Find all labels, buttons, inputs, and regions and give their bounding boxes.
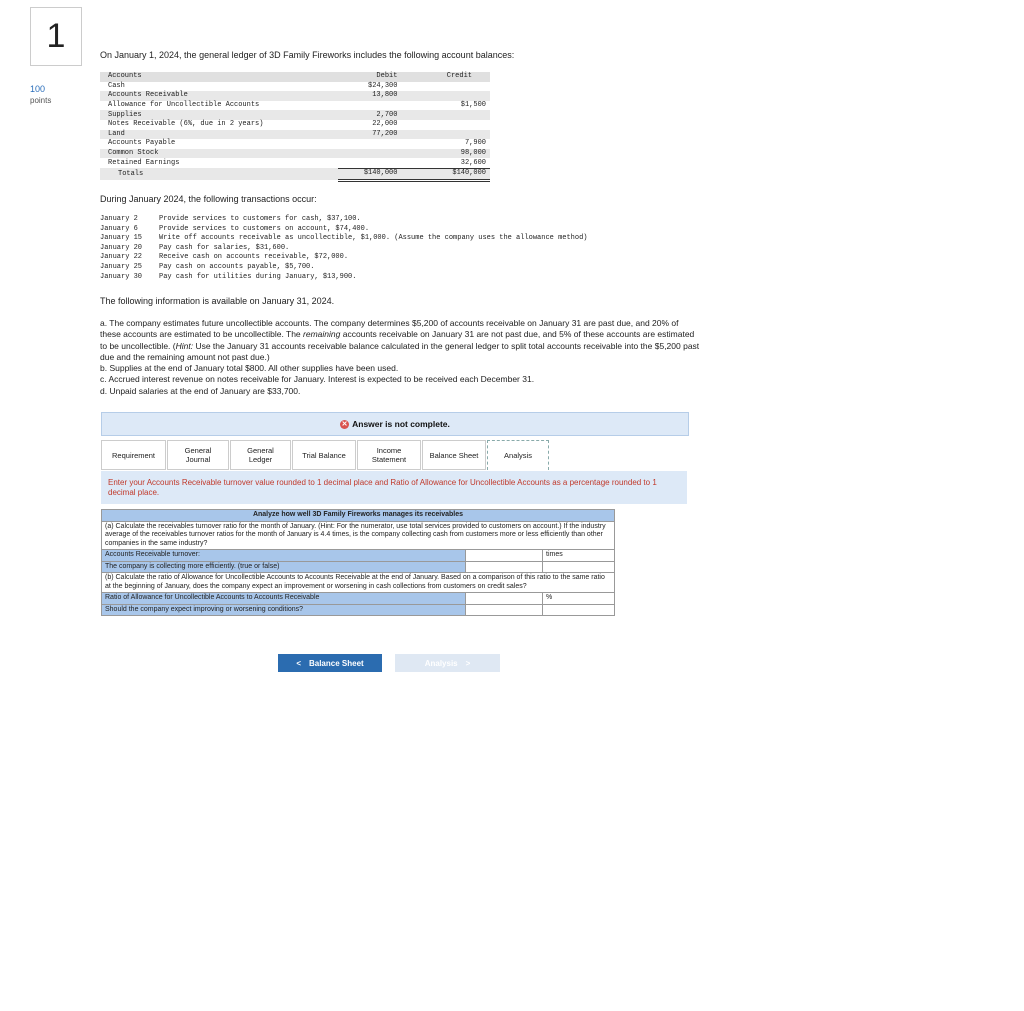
analysis-part-b: (b) Calculate the ratio of Allowance for Uncollectible Accounts to Accounts Receivable at the end of January. Based on a comparison of this ratio to the same ratio at the beginning of January, does the company expect an improvement or worsening in cash collections from customers on credit sales? — [102, 573, 615, 593]
ledger-header-account: Accounts — [100, 72, 338, 82]
allowance-ratio-input[interactable] — [466, 593, 543, 605]
ledger-row: Accounts Payable 7,900 — [108, 139, 486, 148]
points-label: points — [30, 96, 52, 105]
chevron-right-icon: > — [465, 658, 471, 668]
transaction-item: January 30 Pay cash for utilities during January, $13,900. — [100, 272, 357, 281]
analysis-table — [101, 509, 615, 616]
ledger-totals-label: Totals — [118, 169, 144, 178]
prev-button[interactable]: < Balance Sheet — [278, 654, 382, 672]
analysis-title: Analyze how well 3D Family Fireworks manages its receivables — [102, 510, 615, 522]
tab-bar — [101, 440, 550, 470]
allowance-ratio-label: Ratio of Allowance for Uncollectible Accounts to Accounts Receivable — [102, 593, 466, 605]
efficiency-label: The company is collecting more efficiently. (true or false) — [102, 561, 466, 573]
ledger-table — [100, 72, 490, 182]
ledger-row: Allowance for Uncollectible Accounts $1,500 — [108, 101, 486, 110]
transaction-item: January 22 Receive cash on accounts receivable, $72,000. — [100, 253, 349, 262]
chevron-left-icon: < — [296, 658, 301, 668]
transaction-item: January 20 Pay cash for salaries, $31,600. — [100, 243, 290, 252]
info-heading: The following information is available on January 31, 2024. — [100, 296, 335, 306]
answer-status-text: Answer is not complete. — [352, 419, 450, 429]
expect-conditions-label: Should the company expect improving or worsening conditions? — [102, 604, 466, 616]
transactions-list — [100, 215, 587, 282]
ledger-header-credit: Credit — [401, 72, 490, 82]
analysis-part-a: (a) Calculate the receivables turnover ratio for the month of January. (Hint: For the numerator, use total services provided to customers on account.) If the industry average of the receivables turnover ratios for the month of January is 4.4 times, is the company collecting cash from customers more or less efficiently than other companies in the same industry? — [102, 521, 615, 550]
expect-conditions-input[interactable] — [466, 604, 543, 616]
next-button[interactable]: Analysis > — [395, 654, 500, 672]
instruction-note: Enter your Accounts Receivable turnover value rounded to 1 decimal place and Ratio of Allowance for Uncollectible Accounts as a percentage rounded to 1 decimal place. — [101, 471, 687, 504]
ledger-header-debit: Debit — [338, 72, 401, 82]
error-icon: ✕ — [341, 420, 348, 428]
ledger-row: Notes Receivable (6%, due in 2 years) 22,000 — [108, 120, 398, 129]
transaction-item: January 25 Pay cash on accounts payable, $5,700. — [100, 262, 315, 271]
ledger-row: Retained Earnings 32,600 — [108, 158, 486, 167]
ar-turnover-unit: times — [543, 550, 615, 562]
ar-turnover-input[interactable] — [466, 550, 543, 562]
transaction-item: January 15 Write off accounts receivable as uncollectible, $1,000. (Assume the company uses the allowance method) — [100, 234, 588, 243]
ledger-row: Accounts Receivable 13,800 — [100, 91, 490, 101]
requirement-c: c. Accrued interest revenue on notes receivable for January. Interest is expected to be received each December 31. — [100, 374, 535, 385]
ledger-totals-credit: $140,000 — [401, 168, 490, 180]
ar-turnover-label: Accounts Receivable turnover: — [102, 550, 466, 562]
transaction-item: January 2 Provide services to customers for cash, $37,100. — [100, 215, 361, 223]
transaction-item: January 6 Provide services to customers on account, $74,400. — [100, 224, 370, 233]
tab-income-statement[interactable]: Income Statement — [357, 440, 421, 470]
intro-text: On January 1, 2024, the general ledger of 3D Family Fireworks includes the following account balances: — [100, 50, 515, 60]
points-value: 100 — [30, 84, 46, 94]
transactions-heading: During January 2024, the following transactions occur: — [100, 194, 317, 204]
ledger-totals-row — [100, 168, 490, 180]
ledger-row: Cash $24,300 — [108, 81, 398, 90]
points — [30, 84, 51, 106]
requirement-b: b. Supplies at the end of January total $800. All other supplies have been used. — [100, 363, 399, 374]
ledger-header — [100, 72, 490, 82]
ledger-totals-debit: $140,000 — [338, 168, 401, 180]
tab-requirement[interactable]: Requirement — [101, 440, 166, 470]
expect-conditions-unit — [543, 604, 615, 616]
tab-balance-sheet[interactable]: Balance Sheet — [422, 440, 486, 470]
ledger-row: Land 77,200 — [100, 130, 490, 140]
efficiency-unit — [543, 561, 615, 573]
tab-general-journal[interactable]: General Journal — [167, 440, 229, 470]
question-number: 1 — [30, 7, 82, 66]
efficiency-input[interactable] — [466, 561, 543, 573]
tab-trial-balance[interactable]: Trial Balance — [292, 440, 356, 470]
ledger-row: Common Stock 98,000 — [100, 149, 490, 159]
tab-analysis[interactable]: Analysis — [487, 440, 549, 470]
requirement-a: a. The company estimates future uncollectible accounts. The company determines $5,200 of accounts receivable on January 31 are past due, and 20% of these accounts are estimated to be uncollectible. The remaining accounts receivable on January 31 are not past due, and 5% of these accounts are estimated to be uncollectible. (Hint: Use the January 31 accounts receivable balance calculated in the general ledger to split total accounts receivable into the $5,200 past due and the remaining amount not past due.) — [100, 318, 700, 362]
requirements-text — [100, 318, 700, 397]
tab-general-ledger[interactable]: General Ledger — [230, 440, 291, 470]
requirement-d: d. Unpaid salaries at the end of January are $33,700. — [100, 385, 301, 396]
ledger-row: Supplies 2,700 — [100, 110, 490, 120]
answer-status-banner — [101, 412, 689, 436]
allowance-ratio-unit: % — [543, 593, 615, 605]
